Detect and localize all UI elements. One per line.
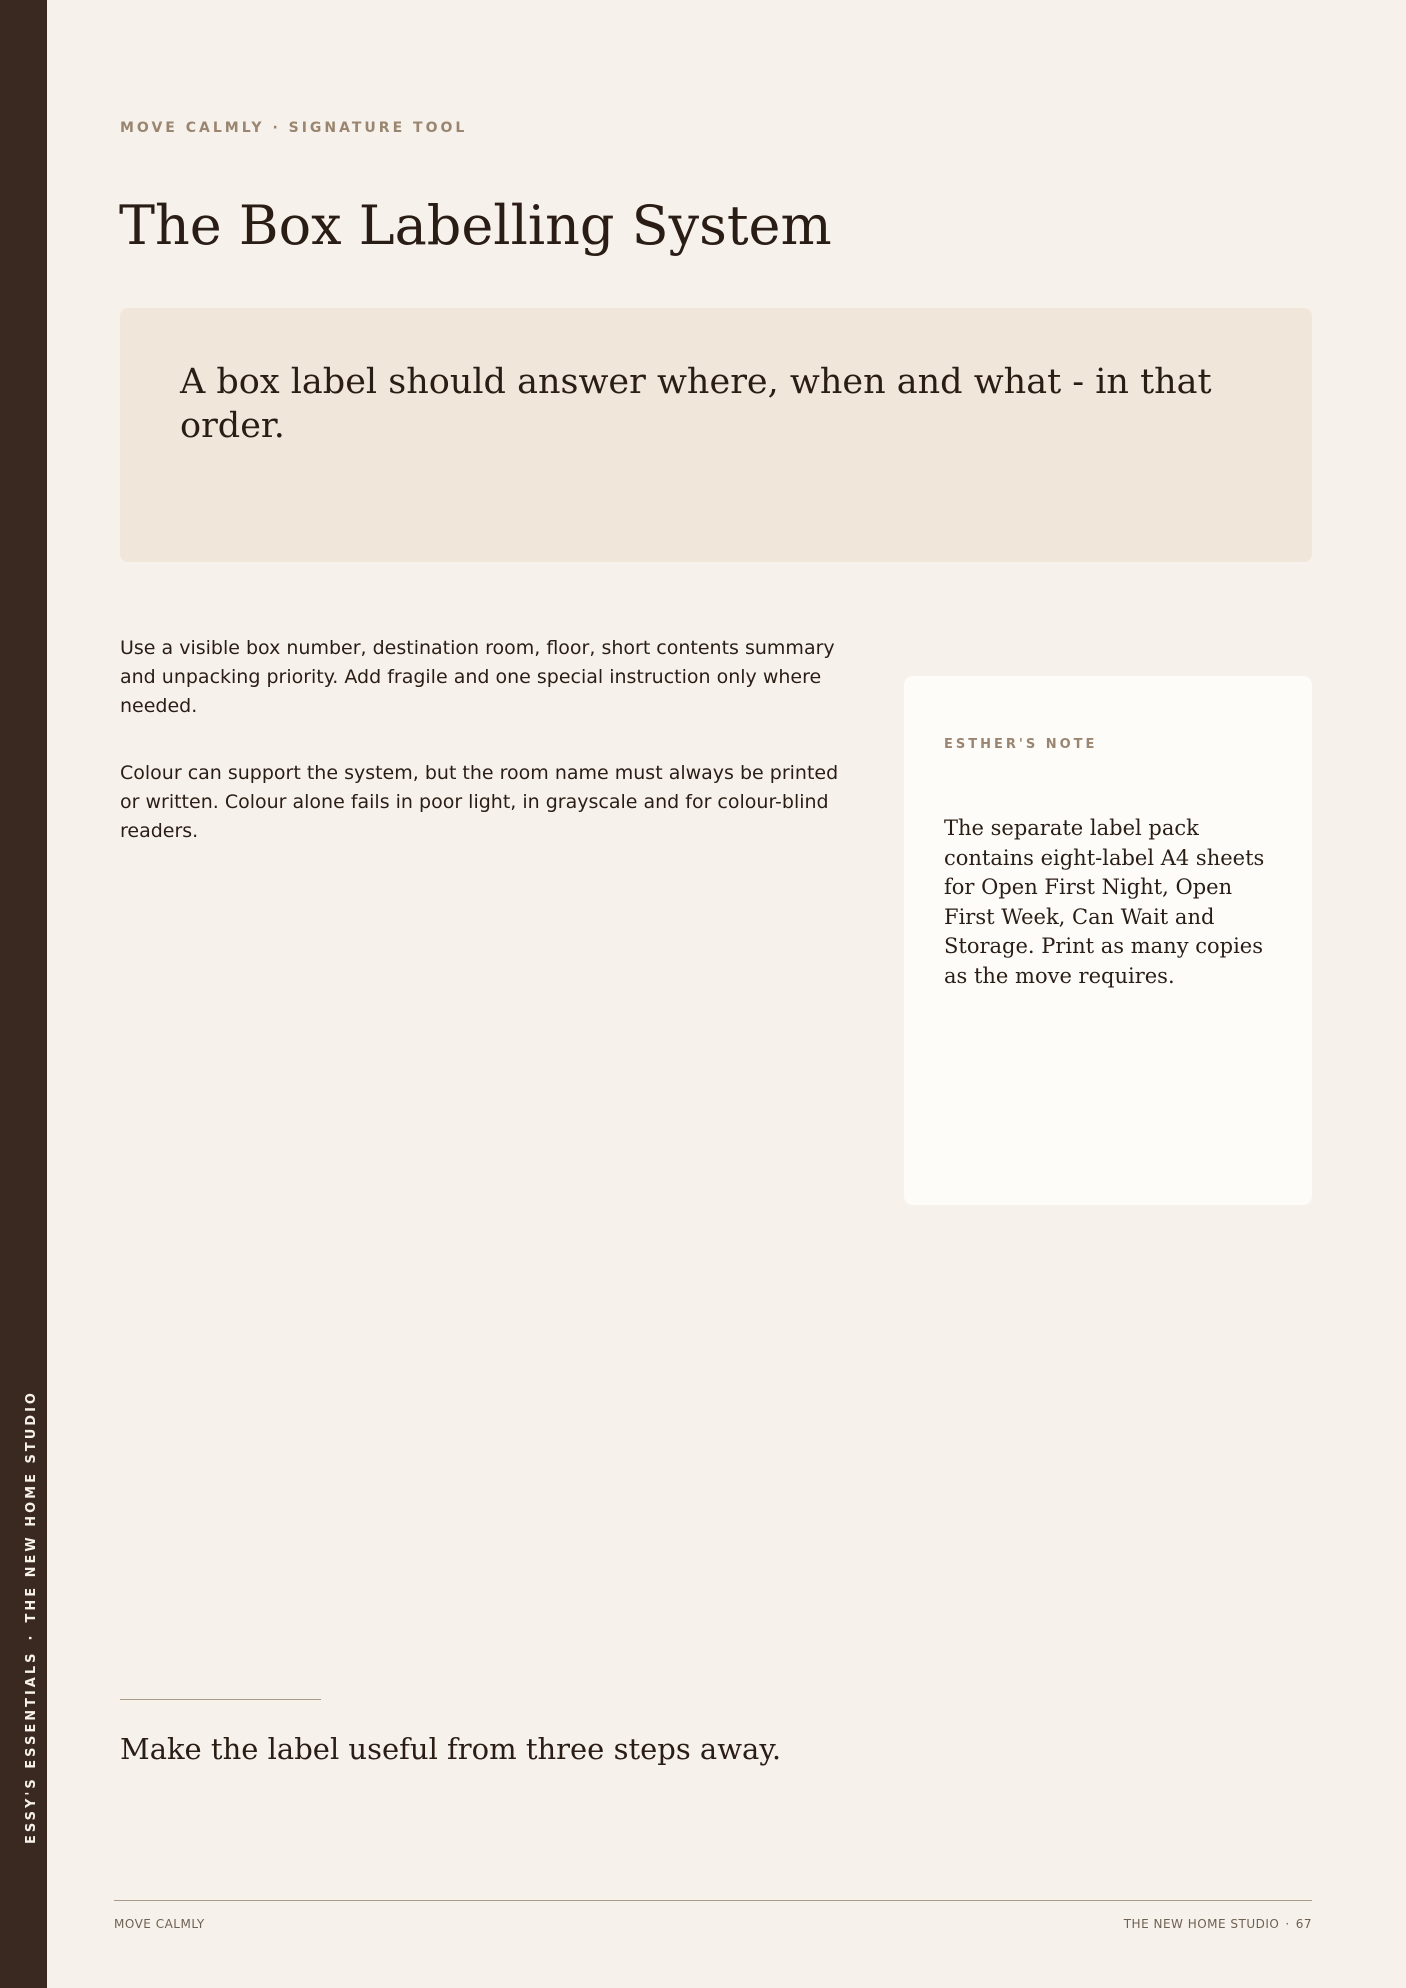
note-label: ESTHER'S NOTE <box>944 737 1098 752</box>
note-text: The separate label pack contains eight-label A4 sheets for Open First Night, Open First Week, Can Wait and Storage. Print as many copies as the move requires. <box>944 816 1265 988</box>
side-spine <box>0 0 47 1988</box>
footer-folio <box>1124 1917 1312 1931</box>
body-paragraph: Colour can support the system, but the room name must always be printed or written. Colour alone fails in poor light, in grayscale and for colour-blind readers. <box>120 762 839 842</box>
footer-section-name: MOVE CALMLY <box>114 1917 205 1931</box>
pullquote: Make the label useful from three steps away. <box>120 1732 782 1766</box>
footer-divider <box>114 1900 1312 1901</box>
spine-brand: ESSY'S ESSENTIALS <box>24 1650 39 1844</box>
page-number: 67 <box>1295 1917 1312 1931</box>
esthers-note-card <box>904 676 1312 1205</box>
lead-callout <box>120 308 1312 562</box>
footer-separator: · <box>1285 1917 1290 1931</box>
body-text <box>120 634 855 884</box>
spine-label <box>24 1390 40 1844</box>
pullquote-divider <box>120 1699 321 1700</box>
spine-studio: THE NEW HOME STUDIO <box>24 1390 39 1623</box>
footer-studio: THE NEW HOME STUDIO <box>1123 1917 1280 1931</box>
body-paragraph: Use a visible box number, destination room, floor, short contents summary and unpacking priority. Add fragile and one special instruction only where needed. <box>120 637 835 717</box>
lead-callout-text: A box label should answer where, when and what - in that order. <box>180 362 1212 446</box>
spine-separator: · <box>24 1632 39 1641</box>
section-eyebrow: MOVE CALMLY · SIGNATURE TOOL <box>120 120 468 136</box>
page-title: The Box Labelling System <box>119 194 832 257</box>
